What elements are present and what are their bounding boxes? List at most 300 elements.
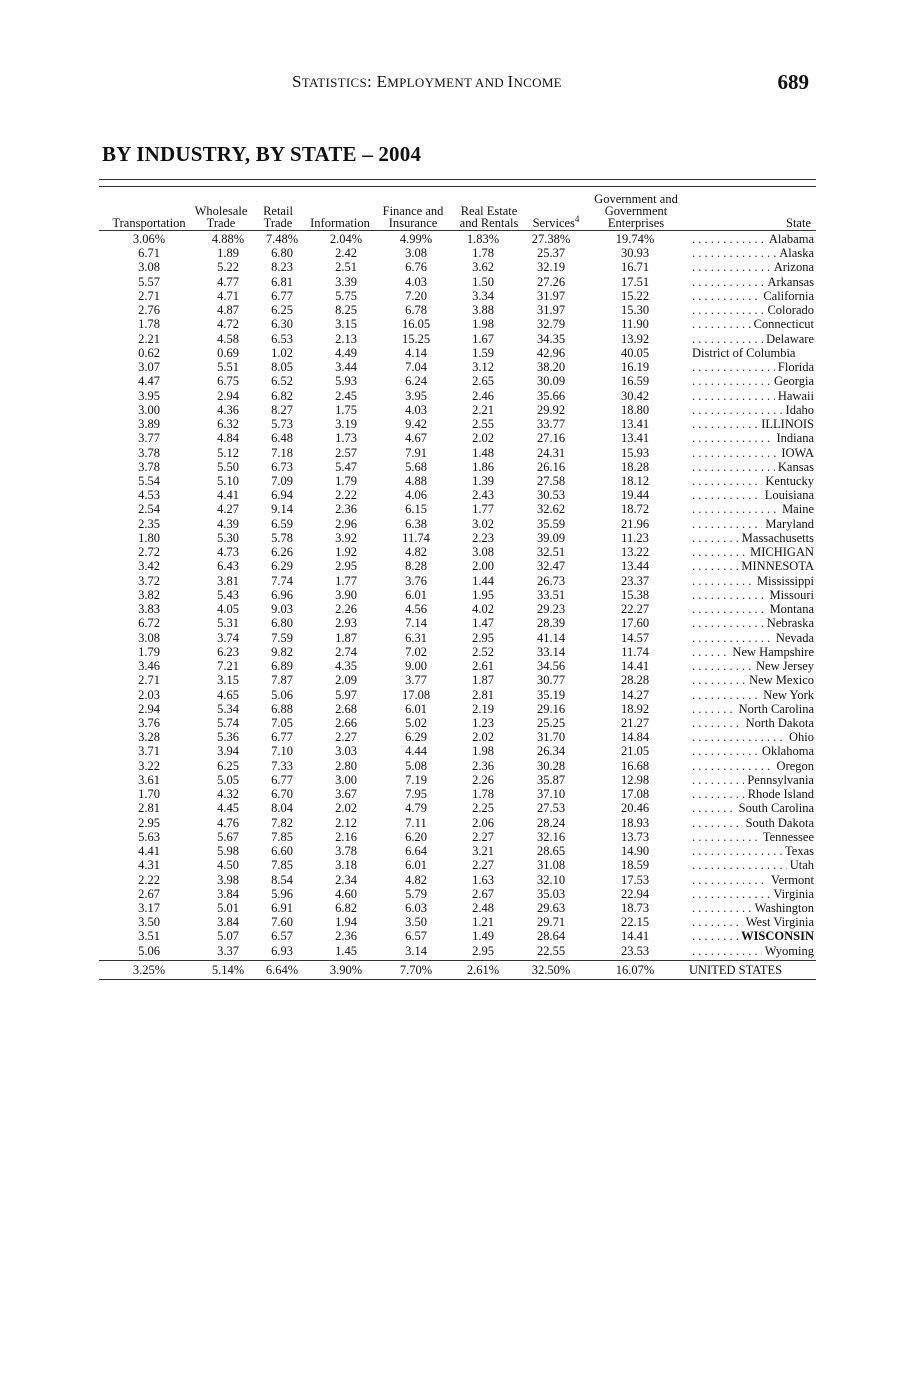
cell-state: [687, 374, 816, 388]
cell-finance: 6.64: [405, 844, 427, 859]
cell-wholesale: 5.05: [217, 772, 239, 787]
cell-transportation: 3.00: [138, 402, 160, 417]
cell-transportation: 1.80: [138, 530, 160, 545]
cell-finance: 17.08: [401, 687, 431, 702]
table-title: BY INDUSTRY, BY STATE – 2004: [102, 142, 422, 166]
cell-services: 34.35: [536, 331, 566, 346]
cell-information: 2.51: [335, 260, 357, 275]
cell-finance: 9.42: [405, 417, 427, 432]
cell-transportation: 5.63: [138, 829, 160, 844]
cell-retail: 8.54: [271, 872, 293, 887]
cell-retail: 7.33: [271, 758, 293, 773]
cell-real-estate: 2.67: [472, 886, 494, 901]
cell-state: [687, 659, 816, 673]
cell-finance: 3.08: [405, 246, 427, 261]
cell-real-estate: 2.00: [472, 559, 494, 574]
cell-information: 2.36: [335, 502, 357, 517]
cell-transportation: 2.21: [138, 331, 160, 346]
cell-information: 3.44: [335, 360, 357, 375]
cell-real-estate: 2.61: [472, 659, 494, 674]
cell-state: [687, 488, 816, 502]
state-name: District of Columbia: [692, 345, 796, 360]
cell-finance: 6.01: [405, 858, 427, 873]
cell-state: [687, 730, 816, 744]
cell-services: 24.31: [536, 445, 566, 460]
cell-real-estate: 3.02: [472, 516, 494, 531]
cell-wholesale: 6.32: [217, 417, 239, 432]
cell-services: 41.14: [536, 630, 566, 645]
cell-transportation: 4.47: [138, 374, 160, 389]
leader-dots: [692, 289, 760, 303]
leader-dots: [692, 944, 762, 958]
cell-wholesale: 5.30: [217, 530, 239, 545]
cell-real-estate: 2.46: [472, 388, 494, 403]
cell-information: 2.36: [335, 929, 357, 944]
cell-wholesale: 3.98: [217, 872, 239, 887]
cell-information: 1.75: [335, 402, 357, 417]
cell-finance: 6.57: [405, 929, 427, 944]
cell-transportation: 3.07: [138, 360, 160, 375]
cell-retail: 6.96: [271, 587, 293, 602]
cell-real-estate: 1.78: [472, 246, 494, 261]
table-row: [99, 417, 816, 431]
cell-government: 13.41: [620, 431, 650, 446]
cell-transportation: 3.61: [138, 772, 160, 787]
cell-wholesale: 4.65: [217, 687, 239, 702]
table-row: [99, 830, 816, 844]
cell-information: 2.93: [335, 616, 357, 631]
cell-wholesale: 5.14%: [211, 962, 245, 977]
leader-dots: [692, 488, 762, 502]
cell-real-estate: 1.63: [472, 872, 494, 887]
cell-retail: 6.70: [271, 787, 293, 802]
table-row: [99, 659, 816, 673]
cell-services: 28.65: [536, 844, 566, 859]
cell-transportation: 3.17: [138, 901, 160, 916]
cell-finance: 8.28: [405, 559, 427, 574]
cell-information: 1.79: [335, 473, 357, 488]
cell-finance: 4.03: [405, 402, 427, 417]
cell-services: 25.25: [536, 715, 566, 730]
cell-real-estate: 2.26: [472, 772, 494, 787]
cell-real-estate: 3.62: [472, 260, 494, 275]
cell-government: 11.23: [621, 530, 649, 545]
cell-government: 18.12: [620, 473, 650, 488]
cell-services: 33.51: [536, 587, 566, 602]
cell-wholesale: 4.72: [217, 317, 239, 332]
leader-dots: [692, 389, 775, 403]
cell-transportation: 2.54: [138, 502, 160, 517]
cell-transportation: 3.50: [138, 915, 160, 930]
cell-state: [687, 289, 816, 303]
top-rule: [99, 179, 816, 180]
cell-transportation: 6.71: [138, 246, 160, 261]
cell-finance: 7.20: [405, 288, 427, 303]
leader-dots: [692, 545, 747, 559]
cell-government: 15.22: [620, 288, 650, 303]
data-table: [99, 232, 816, 980]
cell-government: 13.73: [620, 829, 650, 844]
cell-government: 12.98: [620, 772, 650, 787]
cell-services: 32.79: [536, 317, 566, 332]
cell-real-estate: 2.61%: [466, 962, 500, 977]
cell-wholesale: 1.89: [217, 246, 239, 261]
cell-government: 11.74: [621, 644, 649, 659]
cell-government: 20.46: [620, 801, 650, 816]
state-name: Oklahoma: [761, 744, 814, 759]
state-name: South Dakota: [745, 815, 814, 830]
state-name: Texas: [785, 844, 814, 859]
cell-government: 11.90: [621, 317, 649, 332]
cell-services: 28.64: [536, 929, 566, 944]
cell-retail: 7.82: [271, 815, 293, 830]
cell-state: [687, 574, 816, 588]
cell-state: [687, 688, 816, 702]
cell-real-estate: 1.95: [472, 587, 494, 602]
state-name: Vermont: [770, 872, 814, 887]
cell-information: 4.49: [335, 345, 357, 360]
cell-government: 14.27: [620, 687, 650, 702]
cell-finance: 6.24: [405, 374, 427, 389]
page-number: 689: [777, 70, 809, 94]
cell-services: 32.47: [536, 559, 566, 574]
cell-finance: 4.79: [405, 801, 427, 816]
state-name: Florida: [777, 360, 814, 375]
header-finance-1: Finance and: [382, 204, 444, 218]
cell-transportation: 1.79: [138, 644, 160, 659]
table-row: [99, 730, 816, 744]
cell-state: [687, 944, 816, 958]
cell-retail: 6.60: [271, 844, 293, 859]
cell-finance: 6.03: [405, 901, 427, 916]
cell-services: 35.19: [536, 687, 566, 702]
cell-wholesale: 6.25: [217, 758, 239, 773]
state-name: Mississippi: [757, 573, 814, 588]
header-services: Services$^4$: [532, 214, 580, 230]
cell-information: 2.96: [335, 516, 357, 531]
state-name: Virginia: [773, 886, 814, 901]
leader-dots: [692, 588, 767, 602]
cell-real-estate: 1.87: [472, 673, 494, 688]
leader-dots: [692, 816, 743, 830]
state-name: Arizona: [773, 260, 814, 275]
state-name: Alaska: [779, 246, 814, 261]
cell-government: 19.74%: [615, 232, 655, 246]
cell-finance: 15.25: [401, 331, 431, 346]
table-row: [99, 588, 816, 602]
state-name: Maryland: [765, 516, 814, 531]
cell-wholesale: 4.45: [217, 801, 239, 816]
cell-state: [687, 702, 816, 716]
leader-dots: [692, 502, 779, 516]
cell-government: 14.57: [620, 630, 650, 645]
cell-services: 29.71: [536, 915, 566, 930]
cell-retail: 6.81: [271, 274, 293, 289]
leader-dots: [692, 645, 729, 659]
cell-information: 8.25: [335, 303, 357, 318]
cell-government: 18.93: [620, 815, 650, 830]
cell-wholesale: 5.50: [217, 459, 239, 474]
leader-dots: [692, 858, 787, 872]
cell-finance: 4.14: [405, 345, 427, 360]
table-row: [99, 759, 816, 773]
state-name: Delaware: [766, 331, 814, 346]
state-name: Colorado: [767, 303, 814, 318]
table-row: [99, 446, 816, 460]
cell-government: 15.30: [620, 303, 650, 318]
cell-real-estate: 2.06: [472, 815, 494, 830]
cell-information: 5.97: [335, 687, 357, 702]
cell-information: 2.68: [335, 701, 357, 716]
cell-state: [687, 801, 816, 815]
cell-real-estate: 2.27: [472, 829, 494, 844]
leader-dots: [692, 417, 758, 431]
table-row: [99, 645, 816, 659]
cell-services: 38.20: [536, 360, 566, 375]
cell-transportation: 3.72: [138, 573, 160, 588]
header-realestate-1: Real Estate: [460, 204, 518, 218]
cell-real-estate: 1.50: [472, 274, 494, 289]
cell-transportation: 3.76: [138, 715, 160, 730]
cell-real-estate: 2.02: [472, 730, 494, 745]
cell-state: [687, 915, 816, 929]
cell-retail: 7.18: [271, 445, 293, 460]
cell-government: 17.53: [620, 872, 650, 887]
cell-real-estate: 1.78: [472, 787, 494, 802]
cell-real-estate: 2.21: [472, 402, 494, 417]
cell-wholesale: 5.51: [217, 360, 239, 375]
cell-state: [687, 260, 816, 274]
cell-information: 2.57: [335, 445, 357, 460]
leader-dots: [692, 431, 774, 445]
cell-real-estate: 1.47: [472, 616, 494, 631]
header-state: State: [786, 216, 811, 230]
cell-services: 39.09: [536, 530, 566, 545]
cell-finance: 3.50: [405, 915, 427, 930]
cell-real-estate: 1.39: [472, 473, 494, 488]
table-row: [99, 474, 816, 488]
cell-real-estate: 2.36: [472, 758, 494, 773]
table-row: [99, 488, 816, 502]
cell-real-estate: 2.95: [472, 630, 494, 645]
table-row: [99, 887, 816, 901]
cell-information: 1.87: [335, 630, 357, 645]
cell-information: 2.02: [335, 801, 357, 816]
leader-dots: [692, 929, 738, 943]
cell-services: 29.92: [536, 402, 566, 417]
cell-finance: 4.03: [405, 274, 427, 289]
state-name: Louisiana: [764, 488, 814, 503]
cell-government: 16.19: [620, 360, 650, 375]
cell-wholesale: 4.39: [217, 516, 239, 531]
cell-information: 3.00: [335, 772, 357, 787]
cell-transportation: 3.25%: [132, 962, 166, 977]
cell-finance: 6.15: [405, 502, 427, 517]
cell-retail: 7.60: [271, 915, 293, 930]
cell-wholesale: 4.87: [217, 303, 239, 318]
cell-retail: 6.30: [271, 317, 293, 332]
cell-transportation: 4.31: [138, 858, 160, 873]
state-name: Alabama: [768, 232, 814, 246]
cell-finance: 6.20: [405, 829, 427, 844]
cell-government: 13.92: [620, 331, 650, 346]
cell-government: 17.60: [620, 616, 650, 631]
leader-dots: [692, 474, 762, 488]
cell-real-estate: 1.98: [472, 744, 494, 759]
cell-retail: 1.02: [271, 345, 293, 360]
cell-government: 18.72: [620, 502, 650, 517]
cell-services: 32.50%: [531, 962, 571, 977]
state-name: Missouri: [769, 587, 814, 602]
table-row: [99, 702, 816, 716]
cell-transportation: 4.53: [138, 488, 160, 503]
cell-retail: 6.26: [271, 545, 293, 560]
cell-finance: 6.78: [405, 303, 427, 318]
cell-finance: 3.77: [405, 673, 427, 688]
cell-state: [687, 960, 816, 979]
table-row: [99, 816, 816, 830]
cell-finance: 7.11: [405, 815, 427, 830]
cell-state: [687, 901, 816, 915]
cell-services: 26.73: [536, 573, 566, 588]
cell-information: 1.45: [335, 943, 357, 958]
cell-transportation: 1.70: [138, 787, 160, 802]
cell-government: 16.59: [620, 374, 650, 389]
cell-state: [687, 816, 816, 830]
cell-wholesale: 4.58: [217, 331, 239, 346]
cell-retail: 7.85: [271, 829, 293, 844]
cell-government: 13.41: [620, 417, 650, 432]
cell-wholesale: 5.22: [217, 260, 239, 275]
cell-state: [687, 887, 816, 901]
cell-retail: 9.03: [271, 602, 293, 617]
leader-dots: [692, 801, 736, 815]
state-name: MICHIGAN: [750, 545, 814, 560]
table-row: [99, 716, 816, 730]
cell-real-estate: 1.86: [472, 459, 494, 474]
cell-transportation: 3.08: [138, 630, 160, 645]
leader-dots: [692, 773, 744, 787]
cell-government: 18.73: [620, 901, 650, 916]
cell-state: [687, 844, 816, 858]
table-row: [99, 332, 816, 346]
cell-retail: 7.05: [271, 715, 293, 730]
cell-wholesale: 3.84: [217, 886, 239, 901]
cell-wholesale: 4.71: [217, 288, 239, 303]
table-row: [99, 773, 816, 787]
cell-retail: 6.88: [271, 701, 293, 716]
leader-dots: [692, 673, 746, 687]
cell-wholesale: 6.75: [217, 374, 239, 389]
cell-state: [687, 545, 816, 559]
cell-wholesale: 3.37: [217, 943, 239, 958]
cell-services: 32.10: [536, 872, 566, 887]
cell-government: 28.28: [620, 673, 650, 688]
cell-finance: 7.95: [405, 787, 427, 802]
cell-state: [687, 531, 816, 545]
cell-retail: 8.27: [271, 402, 293, 417]
state-name: New York: [763, 687, 814, 702]
cell-government: 16.71: [620, 260, 650, 275]
state-name: Georgia: [773, 374, 814, 389]
cell-information: 2.26: [335, 602, 357, 617]
leader-dots: [692, 716, 743, 730]
state-name: Connecticut: [753, 317, 814, 332]
cell-information: 2.13: [335, 331, 357, 346]
cell-retail: 5.06: [271, 687, 293, 702]
cell-government: 21.27: [620, 715, 650, 730]
cell-transportation: 5.54: [138, 473, 160, 488]
cell-state: [687, 744, 816, 758]
total-row: [99, 960, 816, 979]
cell-state: [687, 673, 816, 687]
cell-state: [687, 360, 816, 374]
cell-finance: 11.74: [402, 530, 430, 545]
cell-transportation: 3.42: [138, 559, 160, 574]
cell-government: 21.05: [620, 744, 650, 759]
cell-real-estate: 2.52: [472, 644, 494, 659]
cell-retail: 8.23: [271, 260, 293, 275]
cell-information: 2.16: [335, 829, 357, 844]
cell-government: 13.44: [620, 559, 650, 574]
cell-state: [687, 446, 816, 460]
cell-finance: 6.38: [405, 516, 427, 531]
table-row: [99, 275, 816, 289]
cell-transportation: 2.35: [138, 516, 160, 531]
cell-information: 2.66: [335, 715, 357, 730]
cell-transportation: 3.77: [138, 431, 160, 446]
cell-information: 5.75: [335, 288, 357, 303]
table-row: [99, 460, 816, 474]
cell-government: 18.59: [620, 858, 650, 873]
state-name: MINNESOTA: [741, 559, 814, 574]
cell-services: 28.39: [536, 616, 566, 631]
table-row: [99, 545, 816, 559]
cell-transportation: 3.51: [138, 929, 160, 944]
cell-services: 28.24: [536, 815, 566, 830]
leader-dots: [692, 901, 752, 915]
cell-information: 2.34: [335, 872, 357, 887]
table-row: [99, 303, 816, 317]
cell-state: [687, 616, 816, 630]
table-row: [99, 232, 816, 246]
cell-services: 31.97: [536, 288, 566, 303]
cell-retail: 6.29: [271, 559, 293, 574]
cell-real-estate: 1.44: [472, 573, 494, 588]
state-name: Hawaii: [777, 388, 814, 403]
state-name: UNITED STATES: [689, 962, 783, 977]
cell-information: 2.09: [335, 673, 357, 688]
leader-dots: [692, 246, 776, 260]
cell-information: 2.80: [335, 758, 357, 773]
cell-real-estate: 1.59: [472, 345, 494, 360]
cell-government: 22.94: [620, 886, 650, 901]
cell-transportation: 3.28: [138, 730, 160, 745]
cell-retail: 7.10: [271, 744, 293, 759]
cell-finance: 7.14: [405, 616, 427, 631]
cell-information: 3.15: [335, 317, 357, 332]
state-name: West Virginia: [745, 915, 814, 930]
table-row: [99, 631, 816, 645]
cell-transportation: 3.08: [138, 260, 160, 275]
table-row: [99, 844, 816, 858]
cell-wholesale: 5.12: [217, 445, 239, 460]
state-name: Ohio: [789, 730, 814, 745]
cell-government: 18.92: [620, 701, 650, 716]
leader-dots: [692, 759, 774, 773]
table-row: [99, 289, 816, 303]
cell-real-estate: 2.43: [472, 488, 494, 503]
